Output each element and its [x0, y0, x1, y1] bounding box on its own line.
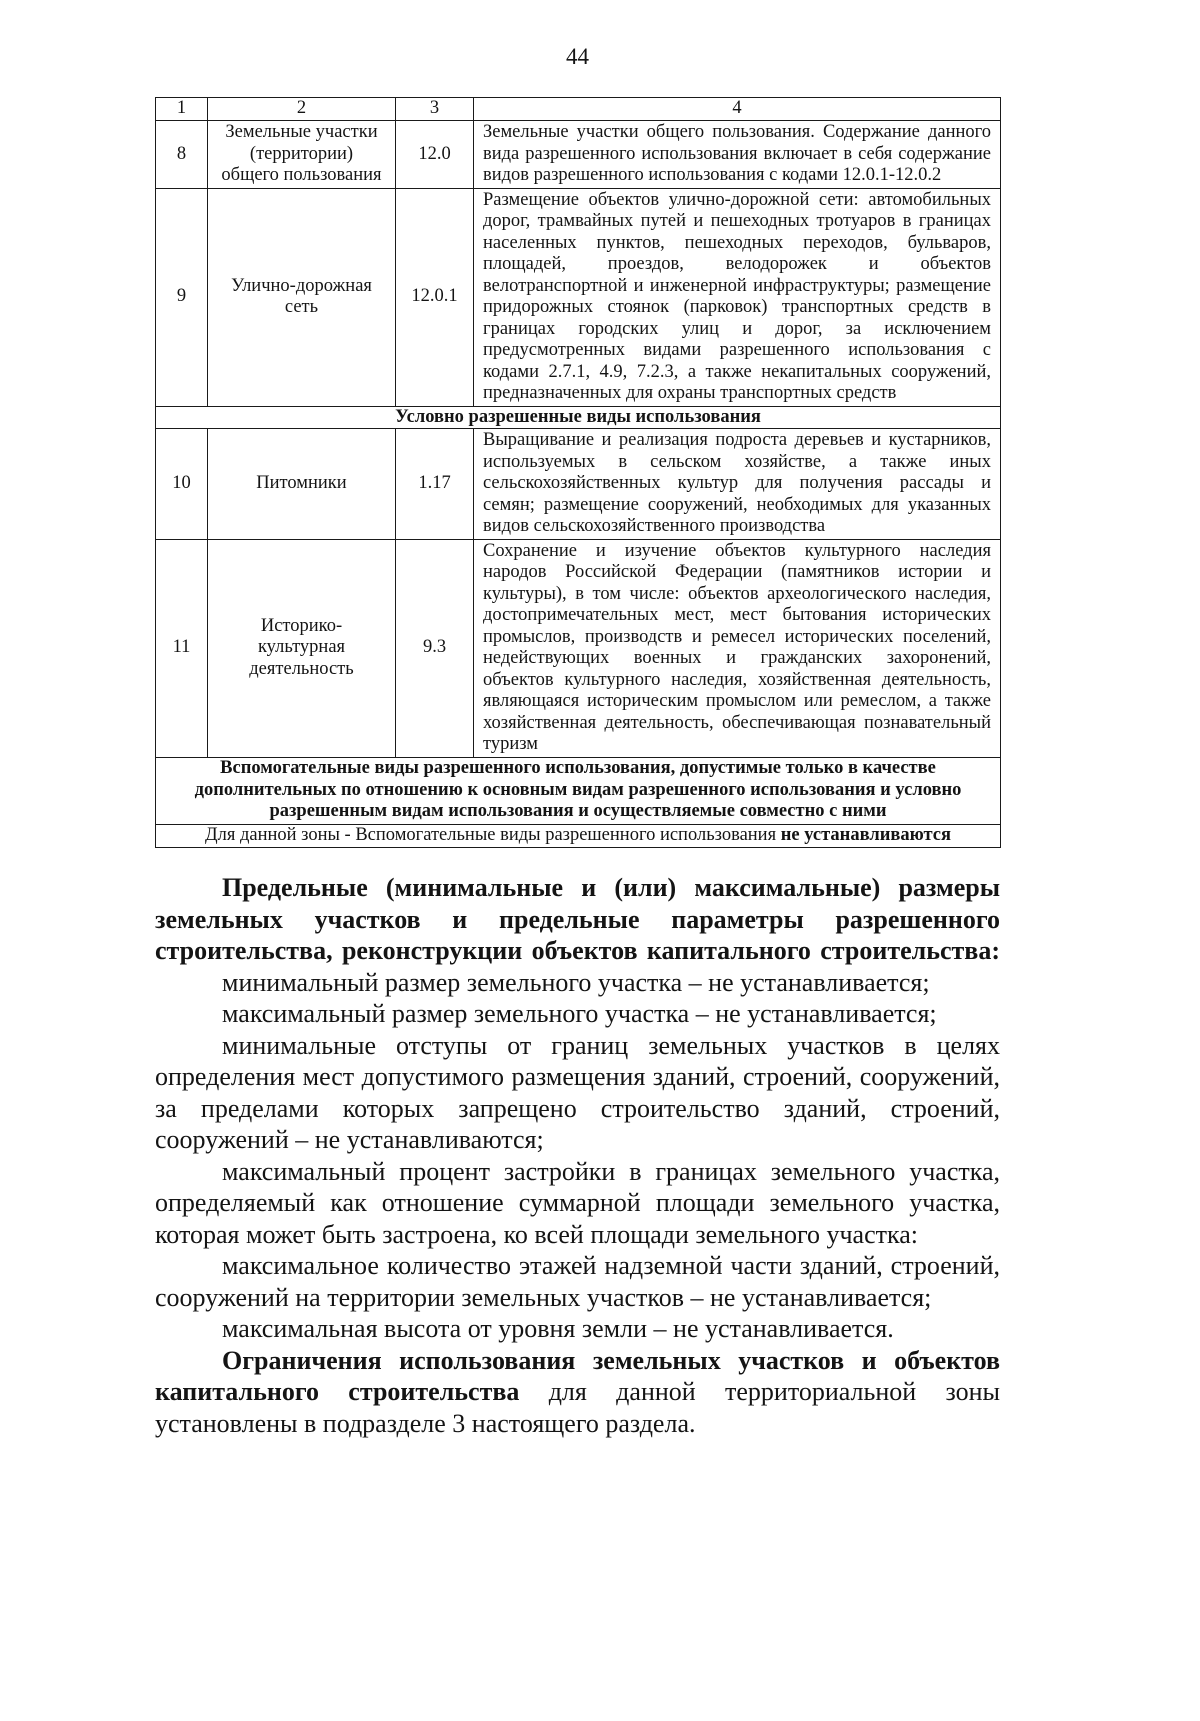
heading-line: земельных участков и предельные параметры разрешенного: [155, 904, 1000, 934]
desc-line: видов разрешенного использования с кодами 12.0.1-12.0.2: [483, 165, 942, 185]
auxiliary-note-row: [156, 824, 1001, 847]
desc-line: предназначенных для охраны транспортных средств: [483, 383, 897, 403]
limits-heading: [155, 872, 1000, 967]
heading-line: Вспомогательные виды разрешенного использования, допустимые только в качестве: [220, 758, 936, 779]
section-heading-row: [156, 757, 1001, 824]
use-type-code: 9.3: [396, 539, 474, 757]
desc-line: культуры), в том числе: объектов археологического наследия,: [483, 583, 991, 604]
paragraph-line: за пределами которых запрещено строительство зданий, строений,: [155, 1093, 1000, 1123]
use-type-name: [208, 188, 396, 406]
desc-line: велотранспортной и инженерной инфраструктуры; размещение: [483, 275, 991, 296]
header-cell-2: 2: [208, 98, 396, 121]
desc-line: используемых в сельском хозяйстве, а также иных: [483, 451, 991, 472]
desc-line: Сохранение и изучение объектов культурного наследия: [483, 540, 991, 561]
paragraph-line: сооружений – не устанавливаются;: [155, 1125, 544, 1154]
table-row: [156, 188, 1001, 406]
name-line: культурная: [257, 637, 346, 658]
max-height: максимальная высота от уровня земли – не устанавливается.: [222, 1314, 894, 1343]
header-cell-1: 1: [156, 98, 208, 121]
use-type-code: 12.0.1: [396, 188, 474, 406]
use-type-description: [474, 188, 1001, 406]
paragraph-line: максимальное количество этажей надземной части зданий, строений,: [222, 1251, 1000, 1280]
desc-line: народов Российской Федерации (памятников истории и: [483, 562, 991, 582]
name-line: Улично-дорожная: [231, 275, 372, 296]
row-number: 10: [156, 429, 208, 540]
min-plot-size: минимальный размер земельного участка – не устанавливается;: [222, 967, 930, 997]
desc-line: объектов культурного наследия, хозяйственная деятельность,: [483, 669, 991, 690]
auxiliary-note-emphasis: не устанавливаются: [780, 824, 952, 845]
desc-line: вида разрешенного использования включает в себя содержание: [483, 143, 991, 164]
desc-line: Земельные участки общего пользования. Содержание данного: [483, 122, 991, 142]
desc-line: недействующих военных и гражданских захоронений,: [483, 648, 991, 668]
restrictions-emphasis: капитального строительства: [155, 1377, 520, 1406]
paragraph-line: установлены в подразделе 3 настоящего раздела.: [155, 1408, 696, 1438]
coverage-paragraph: [155, 1156, 1000, 1251]
max-plot-size: максимальный размер земельного участка – не устанавливается;: [222, 999, 937, 1028]
limits-section: [155, 872, 1000, 1439]
auxiliary-note-text: Для данной зоны - Вспомогательные виды разрешенного использования: [204, 824, 777, 845]
desc-line: дорог, трамвайных путей и пешеходных тротуаров в границах: [483, 211, 991, 231]
paragraph-line: которая может быть застроена, ко всей площади земельного участка:: [155, 1219, 919, 1249]
restrictions-text: для данной территориальной зоны: [519, 1377, 1000, 1406]
paragraph-line: [155, 1376, 1000, 1408]
row-number: 8: [156, 121, 208, 189]
name-line: общего пользования: [221, 165, 382, 185]
desc-line: кодами 2.7.1, 4.9, 7.2.3, а также некапитальных сооружений,: [483, 361, 991, 382]
name-line: Земельные участки: [225, 122, 378, 142]
desc-line: площадей, проездов, велодорожек и объектов: [483, 254, 991, 274]
desc-line: семян; размещение сооружений, необходимых для указанных: [483, 494, 991, 515]
land-use-table: [155, 97, 1001, 848]
paragraph-line: определения мест допустимого размещения зданий, строений, сооружений,: [155, 1062, 1000, 1091]
use-type-name: [208, 429, 396, 540]
paragraph-line: определяемый как отношение суммарной площади земельного участка,: [155, 1188, 1000, 1217]
desc-line: сельскохозяйственных культур для получения рассады и: [483, 473, 991, 493]
desc-line: достопримечательных мест, мест бытования исторических: [483, 605, 991, 625]
desc-line: видов сельскохозяйственного производства: [483, 516, 826, 536]
use-type-code: 12.0: [396, 121, 474, 189]
table-row: [156, 121, 1001, 189]
floors-paragraph: [155, 1250, 1000, 1313]
row-number: 11: [156, 539, 208, 757]
restrictions-paragraph: [155, 1345, 1000, 1440]
row-number: 9: [156, 188, 208, 406]
use-type-description: [474, 539, 1001, 757]
heading-line: разрешенным видам использования и осуществляемые совместно с ними: [269, 801, 887, 822]
use-type-description: [474, 429, 1001, 540]
paragraph-line: минимальные отступы от границ земельных участков в целях: [222, 1030, 1000, 1060]
use-type-name: [208, 539, 396, 757]
name-line: Питомники: [256, 473, 347, 493]
desc-line: предусмотренных видами разрешенного использования с: [483, 340, 991, 360]
name-line: сеть: [284, 297, 319, 317]
desc-line: Выращивание и реализация подроста деревьев и кустарников,: [483, 430, 991, 450]
conditional-uses-heading: Условно разрешенные виды использования: [156, 406, 1001, 429]
paragraph-line: сооружений на территории земельных участков – не устанавливается;: [155, 1282, 932, 1312]
desc-line: придорожных стоянок (парковок) транспортных средств в: [483, 297, 991, 317]
heading-line: дополнительных по отношению к основным видам разрешенного использования и условно: [194, 779, 962, 800]
name-line: Историко-: [260, 615, 343, 636]
use-type-description: [474, 121, 1001, 189]
desc-line: являющаяся историческим промыслом или ремеслом, а также: [483, 691, 991, 711]
desc-line: туризм: [483, 734, 538, 754]
table-header-row: [156, 98, 1001, 121]
paragraph-line: Ограничения использования земельных участков и объектов: [222, 1345, 1000, 1375]
name-line: деятельность: [249, 658, 354, 679]
name-line: (территории): [249, 143, 354, 164]
desc-line: Размещение объектов улично-дорожной сети: автомобильных: [483, 189, 991, 210]
auxiliary-uses-heading: [156, 757, 1001, 824]
header-cell-4: 4: [474, 98, 1001, 121]
section-heading-row: [156, 406, 1001, 429]
heading-line: Предельные (минимальные и (или) максимальные) размеры: [222, 873, 1000, 902]
table-row: [156, 429, 1001, 540]
paragraph-line: максимальный процент застройки в границах земельного участка,: [222, 1156, 1000, 1186]
heading-line: строительства, реконструкции объектов капитального строительства:: [155, 936, 1000, 965]
auxiliary-note: [156, 824, 1001, 847]
table-row: [156, 539, 1001, 757]
page-number: 44: [566, 44, 589, 69]
desc-line: хозяйственная деятельность, обеспечивающая познавательный: [483, 712, 991, 733]
setbacks-paragraph: [155, 1030, 1000, 1156]
desc-line: границах городских улиц и дорог, за исключением: [483, 318, 991, 339]
desc-line: промыслов, производств и ремесел исторических поселений,: [483, 626, 991, 647]
header-cell-3: 3: [396, 98, 474, 121]
use-type-name: [208, 121, 396, 189]
desc-line: населенных пунктов, пешеходных переходов, бульваров,: [483, 232, 991, 253]
use-type-code: 1.17: [396, 429, 474, 540]
